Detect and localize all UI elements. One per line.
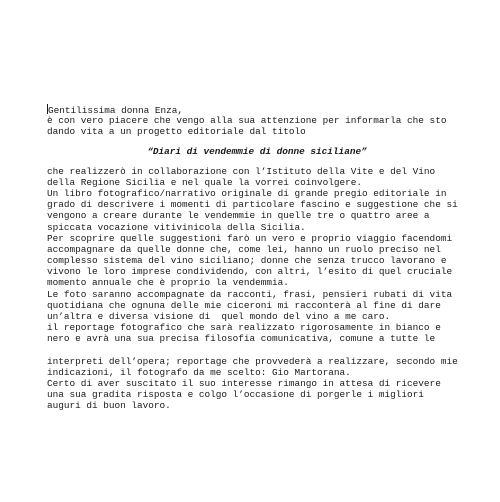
body-line: Certo di aver suscitato il suo interesse rimango in attesa di ricevere — [47, 377, 441, 389]
body-line: interpreti dell’opera; reportage che provvederà a realizzare, secondo mie — [47, 355, 458, 367]
body-line: indicazioni, il fotografo da me scelto: Gio Martorana. — [47, 366, 351, 378]
body-line: auguri di buon lavoro. — [47, 400, 171, 412]
salutation-line — [47, 104, 467, 115]
body-line: Un libro fotografico/narrativo originale di grande pregio editoriale in — [47, 187, 447, 199]
body-line: della Regione Sicilia e nel quale la vorrei coinvolgere. — [47, 176, 363, 188]
body-paragraph-2 — [47, 356, 467, 412]
body-line: momento annuale che è proprio la vendemmia. — [47, 277, 289, 289]
intro-line: è con vero piacere che vengo alla sua attenzione per informarla che sto — [47, 115, 447, 127]
letter-body — [47, 104, 467, 412]
project-title: “Diari di vendemmie di donne siciliane” — [147, 145, 367, 157]
body-line: vivono le loro imprese condividendo, con altri, l’esito di quel cruciale — [47, 266, 453, 278]
body-line: spiccata vocazione vitivinicola della Sicilia. — [47, 221, 306, 233]
salutation: Gentilissima donna Enza, — [48, 105, 184, 116]
body-line: Per scoprire quelle suggestioni farò un vero e proprio viaggio facendomi — [47, 232, 453, 244]
body-line: vengono a creare durante le vendemmie in quelle tre o quattro aree a — [47, 210, 430, 222]
body-line: il reportage fotografico che sarà realizzato rigorosamente in bianco e — [47, 322, 441, 334]
intro-line: dando vita a un progetto editoriale dal titolo — [47, 126, 306, 138]
body-line: grado di descrivere i momenti di particolare fascino e suggestione che si — [47, 199, 458, 211]
body-line: accompagnare da quelle donne che, come lei, hanno un ruolo preciso nel — [47, 243, 441, 255]
body-line: complesso sistema del vino siciliano; donne che senza trucco lavorano e — [47, 255, 447, 267]
body-line: una sua gradita risposta e colgo l’occasione di porgerle i migliori — [47, 389, 424, 401]
body-line: nero e avrà una sua precisa filosofia comunicativa, comune a tutte le — [47, 333, 436, 345]
body-paragraph-1 — [47, 166, 467, 345]
body-line: un’altra e diversa visione di quel mondo del vino a me caro. — [47, 311, 391, 322]
intro-paragraph — [47, 115, 467, 137]
body-line: quotidiana che ognuna delle mie ciceroni mi racconterà al fine di dare — [47, 299, 441, 311]
body-line: Le foto saranno accompagnate da racconti, frasi, pensieri rubati di vita — [47, 288, 453, 300]
body-line: che realizzerò in collaborazione con l’Istituto della Vite e del Vino — [47, 165, 436, 177]
